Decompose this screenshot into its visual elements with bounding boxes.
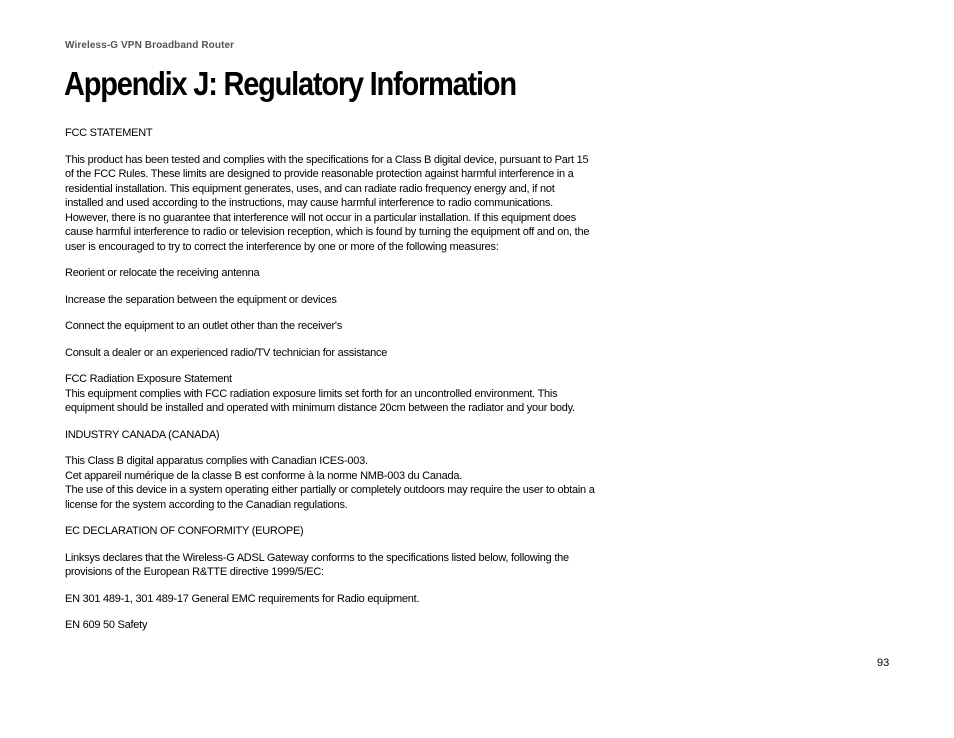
radiation-heading: FCC Radiation Exposure Statement: [65, 373, 232, 385]
fcc-measure-item: Reorient or relocate the receiving antenna: [65, 267, 260, 279]
ec-heading: EC DECLARATION OF CONFORMITY (EUROPE): [65, 525, 304, 537]
ec-paragraph: Linksys declares that the Wireless-G ADSL Gateway conforms to the specifications listed below, following the provisions of the European R&TTE directive 1999/5/EC:: [65, 551, 569, 578]
fcc-heading: FCC STATEMENT: [65, 127, 153, 139]
ec-standard-item: EN 301 489-1, 301 489-17 General EMC requirements for Radio equipment.: [65, 592, 420, 605]
canada-line-french: Cet appareil numérique de la classe B est conforme à la norme NMB-003 du Canada.: [65, 469, 463, 482]
canada-heading: INDUSTRY CANADA (CANADA): [65, 428, 220, 441]
fcc-measure-item: Consult a dealer or an experienced radio/TV technician for assistance: [65, 346, 388, 359]
fcc-measure-item: Increase the separation between the equipment or devices: [65, 293, 337, 306]
document-body: [65, 126, 595, 645]
radiation-paragraph: This equipment complies with FCC radiation exposure limits set forth for an uncontrolled environment. This equipment should be installed and operated with minimum distance 20cm between the radiator and your body.: [65, 387, 575, 414]
canada-line: The use of this device in a system operating either partially or completely outdoors may require the user to obtain a license for the system according to the Canadian regulations.: [65, 484, 595, 511]
fcc-measure-item: Connect the equipment to an outlet other than the receiver's: [65, 320, 342, 332]
ec-standard-item: EN 609 50 Safety: [65, 619, 148, 631]
canada-line: This Class B digital apparatus complies with Canadian ICES-003.: [65, 455, 368, 467]
page-title: Appendix J: Regulatory Information: [64, 65, 516, 102]
fcc-paragraph: This product has been tested and complies with the specifications for a Class B digital device, pursuant to Part 15 of the FCC Rules. These limits are designed to provide reasonable protection against harmful interference in a residential installation. This equipment generates, uses, and can radiate radio frequency energy and, if not installed and used according to the instructions, may cause harmful interference to radio communications. However, there is no guarantee that interference will not occur in a particular installation. If this equipment does cause harmful interference to radio or television reception, which is found by turning the equipment off and on, the user is encouraged to try to correct the interference by one or more of the following measures:: [65, 153, 590, 253]
page-number: 93: [877, 657, 890, 669]
running-header: Wireless-G VPN Broadband Router: [65, 40, 235, 51]
